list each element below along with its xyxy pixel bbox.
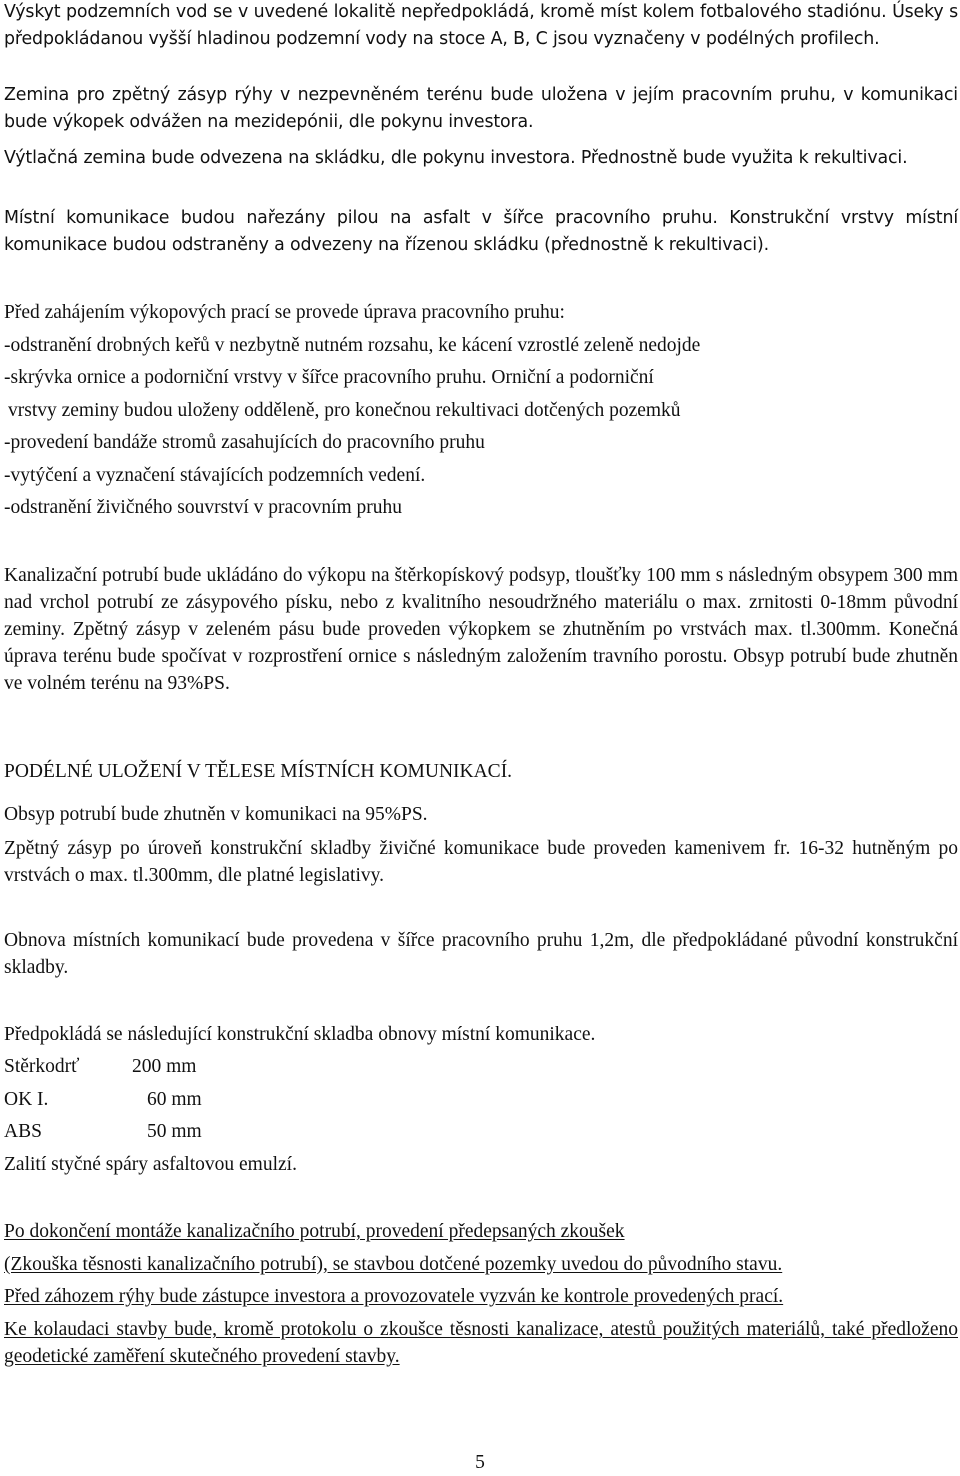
layer-thickness: 50 mm [147, 1121, 202, 1142]
road-backfill-paragraph: Zpětný zásyp po úroveň konstrukční skladby živičné komunikace bude proveden kamenivem fr. 16-32 hutněným po vrstvách o max. tl.300mm, dle platné legislativy. [4, 838, 958, 886]
preparation-item: -odstranění živičného souvrství v pracovním pruhu [4, 497, 403, 518]
inspection-line: Před záhozem rýhy bude zástupce investora a provozovatele vyzván ke kontrole provedených prací. [4, 1286, 784, 1307]
completion-line: Po dokončení montáže kanalizačního potrubí, provedení předepsaných zkoušek [4, 1221, 625, 1242]
layer-name: ABS [4, 1121, 42, 1142]
structure-intro: Předpokládá se následující konstrukční skladba obnovy místní komunikace. [4, 1024, 596, 1045]
pipe-bedding-paragraph: Kanalizační potrubí bude ukládáno do výkopu na štěrkopískový podsyp, tloušťky 100 mm s následným obsypem 300 mm nad vrchol potrubí ze zásypového písku, nebo z kvalitního nesoudržného materiálu o max. zrnitosti 0-18mm původní zeminy. Zpětný zásyp v zeleném pásu bude proveden výkopkem se zhutněním po vrstvách max. tl.300mm. Konečná úprava terénu bude spočívat v rozprostření ornice s následným založením travního porostu. Obsyp potrubí bude zhutněn ve volném terénu na 93%PS. [4, 565, 958, 694]
road-cutting-paragraph: Místní komunikace budou nařezány pilou na asfalt v šířce pracovního pruhu. Konstrukční vrstvy místní komunikace budou odstraněny a odvezeny na řízenou skládku (přednostně k rekultivaci). [4, 208, 958, 256]
excavated-soil-paragraph: Výtlačná zemina bude odvezena na skládku, dle pokynu investora. Přednostně bude využita k rekultivaci. [4, 148, 908, 168]
preparation-item: -vytýčení a vyznačení stávajících podzemních vedení. [4, 464, 426, 486]
preparation-item: vrstvy zeminy budou uloženy odděleně, pro konečnou rekultivaci dotčených pozemků [8, 399, 681, 421]
completion-line: (Zkouška těsnosti kanalizačního potrubí), se stavbou dotčené pozemky uvedou do původního stavu. [4, 1253, 783, 1275]
road-renewal-paragraph: Obnova místních komunikací bude provedena v šířce pracovního pruhu 1,2m, dle předpokládané původní konstrukční skladby. [4, 930, 958, 978]
preparation-item: -odstranění drobných keřů v nezbytně nutném rozsahu, ke kácení vzrostlé zeleně nedojde [4, 334, 701, 356]
layer-list [4, 1051, 958, 1181]
layer-name: Stěrkodrť [4, 1056, 80, 1077]
layer-row [4, 1116, 958, 1149]
preparation-section [4, 297, 958, 525]
layer-thickness: 60 mm [147, 1088, 202, 1110]
groundwater-paragraph: Výskyt podzemních vod se v uvedené lokalitě nepředpokládá, kromě míst kolem fotbalového stadiónu. Úseky s předpokládanou vyšší hladinou podzemní vody na stoce A, B, C jsou vyznačeny v podélných profilech. [4, 2, 958, 50]
section-heading: PODÉLNÉ ULOŽENÍ V TĚLESE MÍSTNÍCH KOMUNIKACÍ. [4, 761, 513, 782]
preparation-intro: Před zahájením výkopových prací se provede úprava pracovního pruhu: [4, 302, 565, 323]
layer-thickness: 200 mm [132, 1056, 197, 1077]
layer-row [4, 1084, 958, 1117]
joints-text: Zalití styčné spáry asfaltovou emulzí. [4, 1153, 297, 1175]
road-compaction-text: Obsyp potrubí bude zhutněn v komunikaci na 95%PS. [4, 804, 428, 825]
layer-row [4, 1051, 958, 1084]
preparation-item: -skrývka ornice a podorniční vrstvy v šířce pracovního pruhu. Orniční a podorniční [4, 367, 654, 388]
preparation-item: -provedení bandáže stromů zasahujících do pracovního pruhu [4, 432, 485, 453]
completion-section [4, 1216, 958, 1314]
layer-name: OK I. [4, 1088, 49, 1110]
final-approval-paragraph: Ke kolaudaci stavby bude, kromě protokolu o zkoušce těsnosti kanalizace, atestů použitých materiálů, také předloženo geodetické zaměření skutečného provedení stavby. [4, 1319, 958, 1367]
backfill-soil-paragraph: Zemina pro zpětný zásyp rýhy v nezpevněném terénu bude uložena v jejím pracovním pruhu, v komunikaci bude výkopek odvážen na mezidepónii, dle pokynu investora. [4, 85, 958, 133]
page-number: 5 [475, 1452, 485, 1473]
